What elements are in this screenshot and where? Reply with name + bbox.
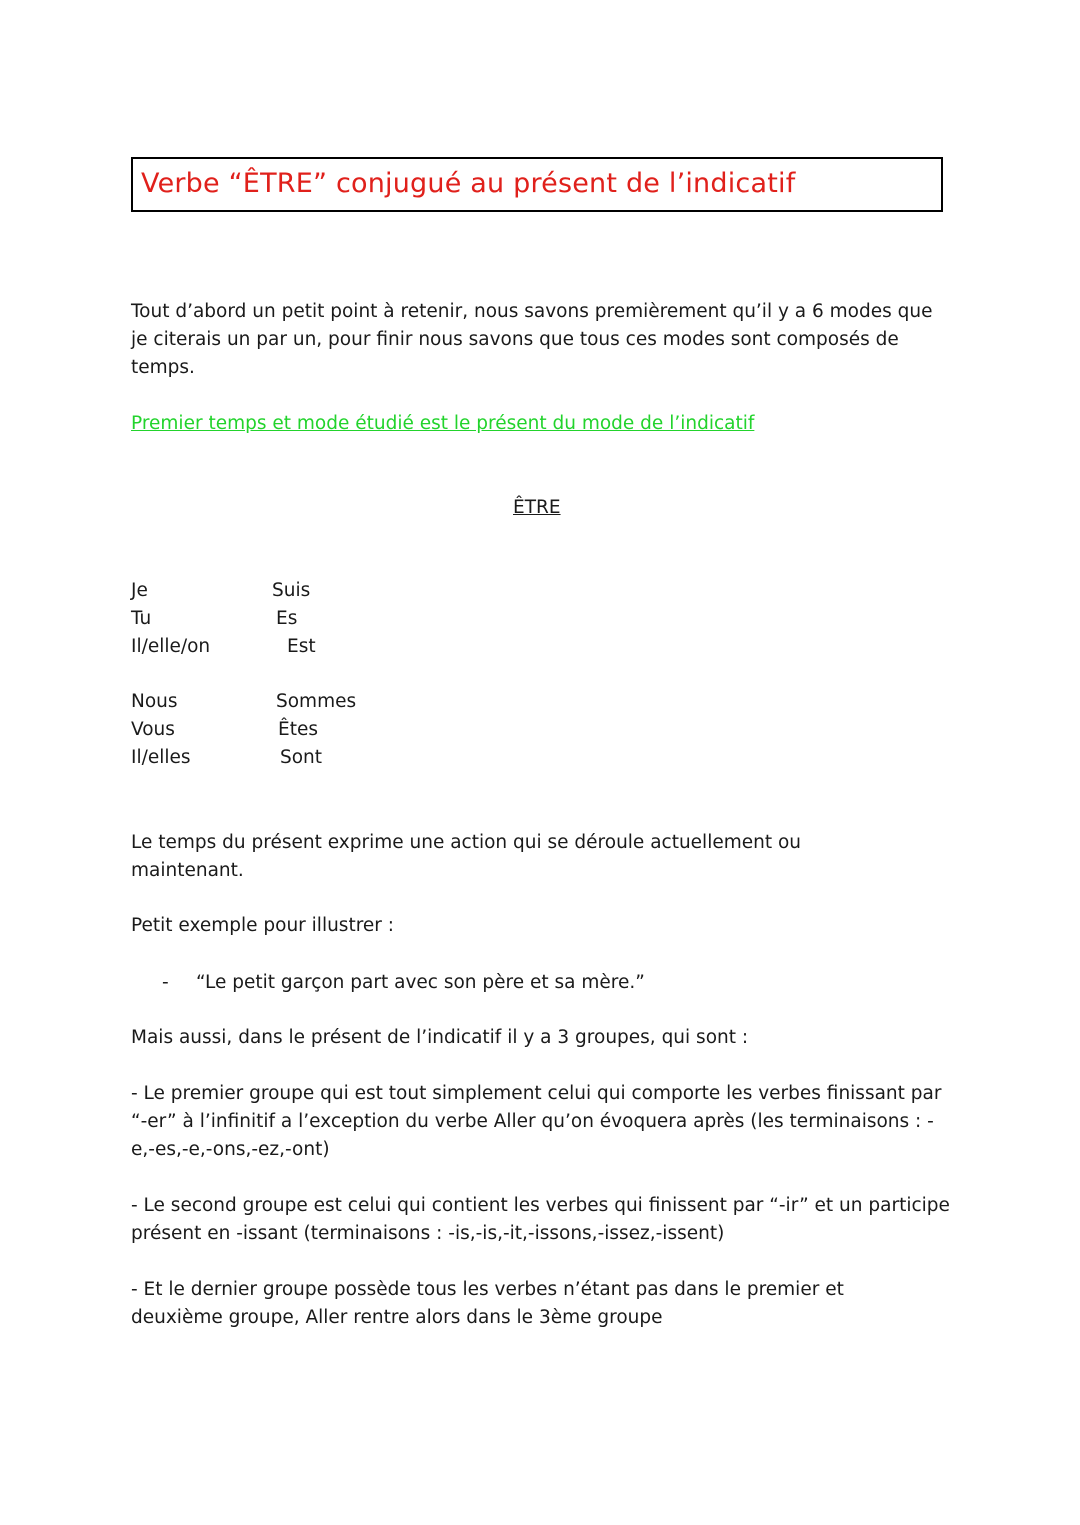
pronoun-il-elle-on: Il/elle/on <box>131 636 211 657</box>
list-bullet: - <box>162 972 169 993</box>
form-suis: Suis <box>272 580 311 601</box>
pronoun-ils-elles: Il/elles <box>131 747 191 768</box>
example-sentence: “Le petit garçon part avec son père et sa mère.” <box>196 972 645 993</box>
form-sommes: Sommes <box>276 691 357 712</box>
pronoun-je: Je <box>131 580 148 601</box>
form-sont: Sont <box>280 747 323 768</box>
pronoun-vous: Vous <box>131 719 175 740</box>
title-box <box>131 157 943 212</box>
explanation-paragraph: Le temps du présent exprime une action qui se déroule actuellement ou maintenant. <box>131 832 802 881</box>
pronoun-tu: Tu <box>131 608 152 629</box>
document-title: Verbe “ÊTRE” conjugué au présent de l’indicatif <box>141 168 796 199</box>
form-es: Es <box>276 608 298 629</box>
example-intro: Petit exemple pour illustrer : <box>131 915 395 936</box>
group-first: - Le premier groupe qui est tout simplement celui qui comporte les verbes finissant par “-er” à l’infinitif a l’exception du verbe Aller qu’on évoquera après (les terminaisons : -e,-es,-e,-ons,-ez,-ont) <box>131 1083 942 1160</box>
group-third: - Et le dernier groupe possède tous les verbes n’étant pas dans le premier et deuxième groupe, Aller rentre alors dans le 3ème groupe <box>131 1279 844 1328</box>
form-etes: Êtes <box>278 719 318 740</box>
pronoun-nous: Nous <box>131 691 178 712</box>
group-second: - Le second groupe est celui qui contient les verbes qui finissent par “-ir” et un participe présent en -issant (terminaisons : -is,-is,-it,-issons,-issez,-issent) <box>131 1195 950 1244</box>
intro-paragraph: Tout d’abord un petit point à retenir, nous savons premièrement qu’il y a 6 modes que je citerais un par un, pour finir nous savons que tous ces modes sont composés de temps. <box>131 301 933 378</box>
verb-heading: ÊTRE <box>513 497 561 518</box>
groups-intro: Mais aussi, dans le présent de l’indicatif il y a 3 groupes, qui sont : <box>131 1027 749 1048</box>
highlighted-heading: Premier temps et mode étudié est le présent du mode de l’indicatif <box>131 413 755 434</box>
form-est: Est <box>287 636 316 657</box>
